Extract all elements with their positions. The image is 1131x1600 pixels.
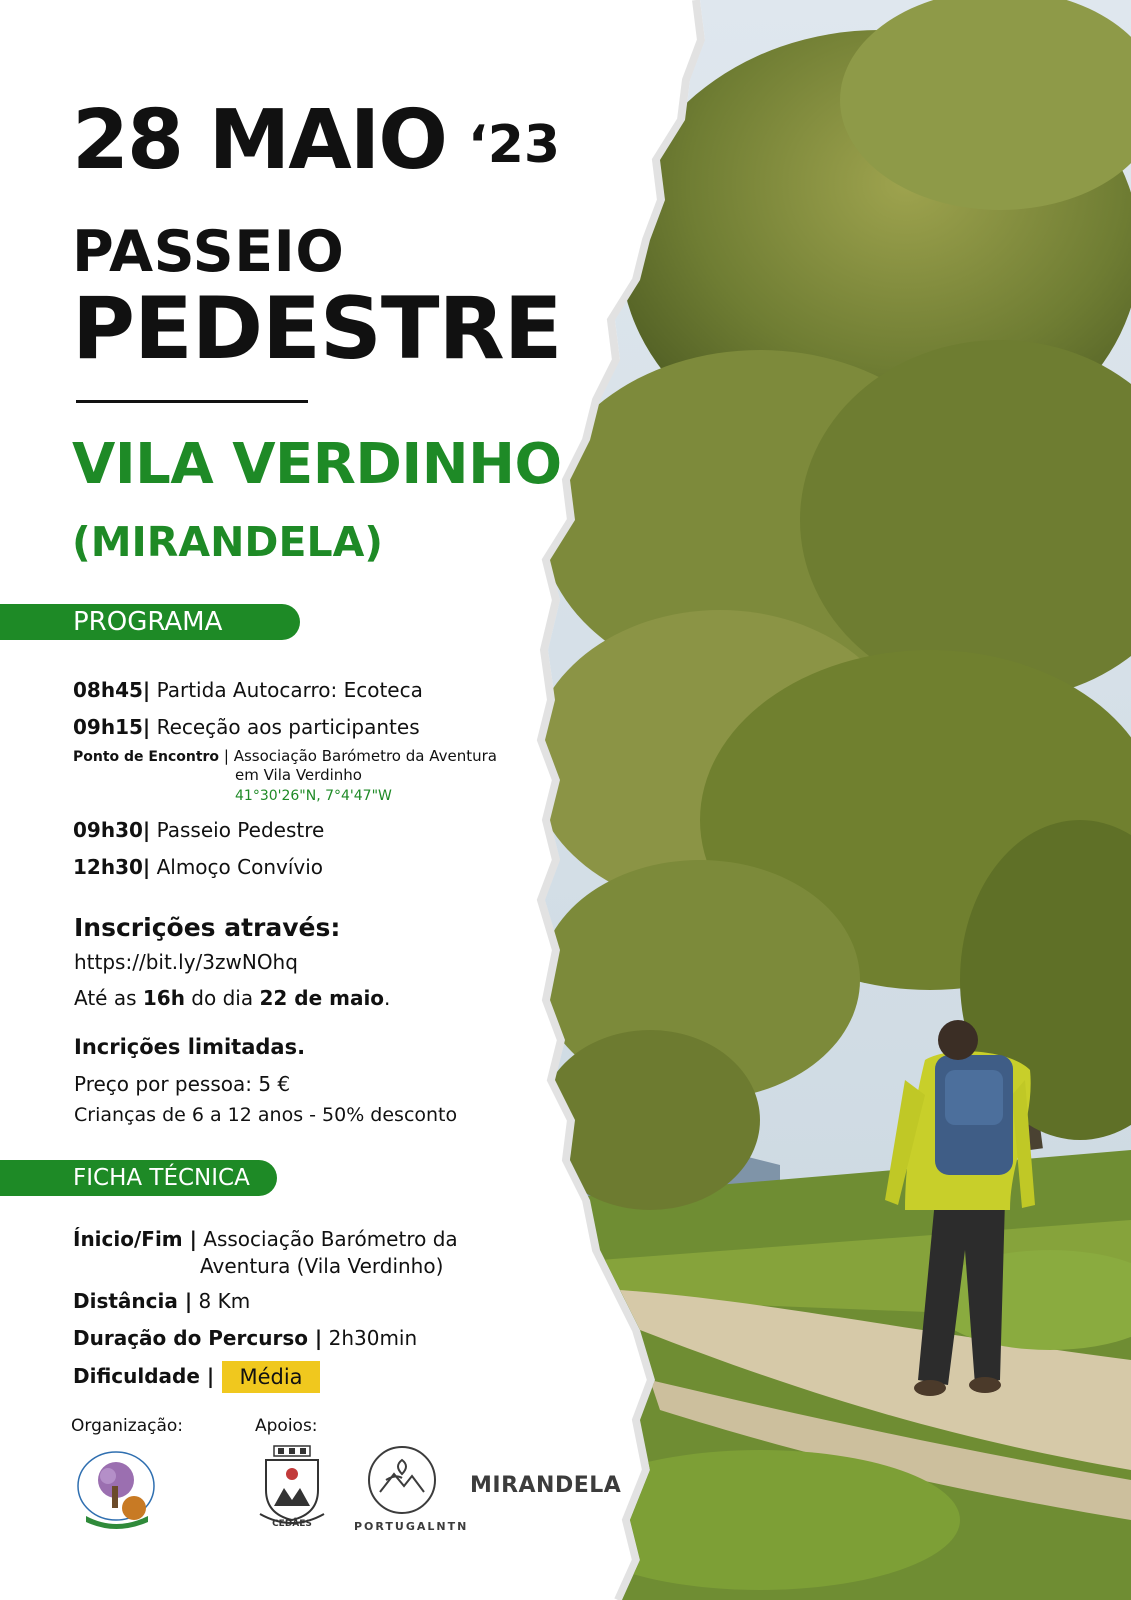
barometro-logo: [72, 1446, 160, 1536]
programa-text: Passeio Pedestre: [156, 818, 325, 842]
ficha-duracao-label: Duração do Percurso |: [73, 1326, 323, 1350]
programa-item: [73, 857, 323, 877]
difficulty-badge: Média: [222, 1361, 320, 1393]
inscricoes-price: Preço por pessoa: 5 €: [74, 1072, 291, 1096]
meeting-line-1: Associação Barómetro da Aventura: [233, 747, 497, 765]
meeting-coordinates: 41°30'26"N, 7°4'47"W: [235, 788, 392, 804]
programa-text: Receção aos participantes: [156, 715, 420, 739]
programa-time: 08h45|: [73, 678, 151, 702]
title-line-2: PEDESTRE: [72, 279, 562, 379]
ficha-inicio: [73, 1229, 458, 1249]
cedaes-coat-of-arms: [256, 1444, 328, 1532]
ficha-distancia-value: 8 Km: [198, 1289, 251, 1313]
programa-item: [73, 680, 423, 700]
ficha-duracao: [73, 1328, 417, 1348]
inscricoes-deadline: [74, 986, 390, 1010]
title-line-1: PASSEIO: [72, 219, 345, 285]
meeting-separator: |: [223, 747, 229, 765]
ficha-distancia-label: Distância |: [73, 1289, 193, 1313]
organizacao-label: Organização:: [71, 1416, 184, 1436]
ficha-inicio-value-2: Aventura (Vila Verdinho): [200, 1254, 444, 1278]
inscricoes-children: Crianças de 6 a 12 anos - 50% desconto: [74, 1104, 458, 1126]
ficha-dificuldade: [73, 1366, 214, 1386]
programa-time: 09h15|: [73, 715, 151, 739]
programa-time: 12h30|: [73, 855, 151, 879]
ficha-duracao-value: 2h30min: [328, 1326, 418, 1350]
ficha-dificuldade-label: Dificuldade |: [73, 1364, 215, 1388]
programa-time: 09h30|: [73, 818, 151, 842]
portugalntn-logo: [366, 1444, 438, 1520]
programa-text: Almoço Convívio: [156, 855, 324, 879]
programa-item: [73, 820, 324, 840]
event-year: ‘23: [467, 115, 561, 175]
inscricoes-link[interactable]: https://bit.ly/3zwNOhq: [74, 950, 298, 974]
deadline-prefix: Até as: [74, 986, 143, 1010]
deadline-end: .: [384, 986, 391, 1010]
deadline-mid: do dia: [184, 986, 260, 1010]
programa-item: [73, 717, 420, 737]
event-day-month: 28 MAIO: [72, 93, 446, 188]
ficha-heading: FICHA TÉCNICA: [0, 1160, 277, 1196]
inscricoes-limited: Incrições limitadas.: [74, 1035, 306, 1059]
ficha-inicio-label: Ínicio/Fim |: [73, 1227, 197, 1251]
mirandela-logo-text: MIRANDELA: [470, 1473, 622, 1498]
programa-heading: PROGRAMA: [0, 604, 300, 640]
meeting-point: [73, 747, 497, 767]
ficha-distancia: [73, 1291, 250, 1311]
ficha-inicio-value: Associação Barómetro da: [203, 1227, 458, 1251]
event-date: [72, 93, 561, 188]
apoios-label: Apoios:: [255, 1416, 318, 1436]
portugalntn-text: PORTUGALNTN: [354, 1520, 469, 1533]
deadline-hour: 16h: [142, 986, 185, 1010]
programa-text: Partida Autocarro: Ecoteca: [156, 678, 423, 702]
location-title: VILA VERDINHO: [72, 432, 562, 497]
meeting-line-2: em Vila Verdinho: [235, 766, 362, 784]
deadline-date: 22 de maio: [259, 986, 385, 1010]
meeting-label: Ponto de Encontro: [73, 749, 220, 765]
cedaes-text: CEDÃES: [272, 1519, 312, 1528]
location-subtitle: (MIRANDELA): [72, 518, 384, 566]
title-divider: [76, 400, 308, 403]
inscricoes-heading: Inscrições através:: [74, 913, 341, 942]
